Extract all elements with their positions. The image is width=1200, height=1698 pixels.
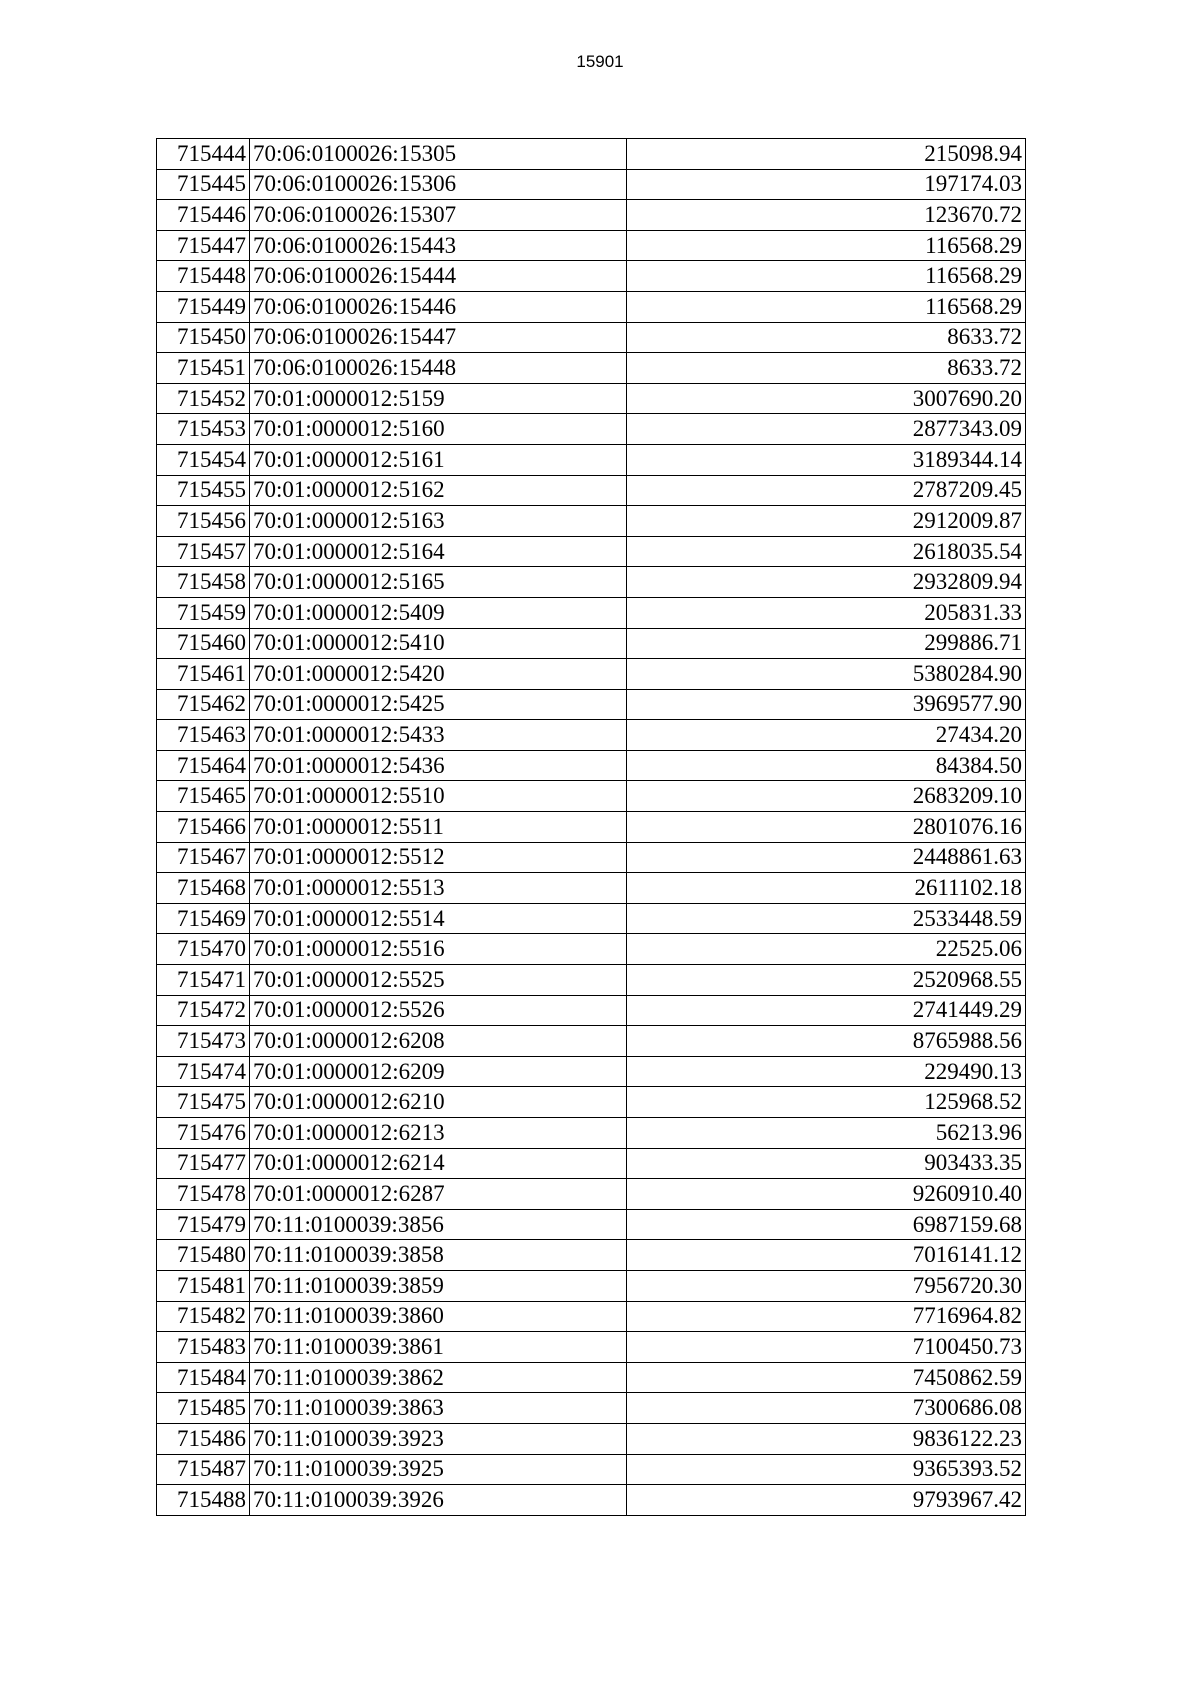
cadastral-number-cell: 70:11:0100039:3856 xyxy=(250,1209,627,1240)
row-number-cell: 715455 xyxy=(157,475,250,506)
page-number: 15901 xyxy=(576,52,624,71)
table-row xyxy=(157,444,1026,475)
cadastral-number-cell: 70:01:0000012:6210 xyxy=(250,1087,627,1118)
table-row xyxy=(157,1485,1026,1516)
cadastral-number-cell: 70:01:0000012:6208 xyxy=(250,1026,627,1057)
cadastral-number-cell: 70:01:0000012:5510 xyxy=(250,781,627,812)
table-row xyxy=(157,1393,1026,1424)
row-number-cell: 715465 xyxy=(157,781,250,812)
table-row xyxy=(157,1270,1026,1301)
cadastral-value-cell: 2787209.45 xyxy=(627,475,1026,506)
cadastral-value-cell: 2877343.09 xyxy=(627,414,1026,445)
cadastral-number-cell: 70:11:0100039:3861 xyxy=(250,1332,627,1363)
table-row xyxy=(157,1240,1026,1271)
row-number-cell: 715475 xyxy=(157,1087,250,1118)
row-number-cell: 715446 xyxy=(157,200,250,231)
table-row xyxy=(157,536,1026,567)
row-number-cell: 715463 xyxy=(157,720,250,751)
cadastral-value-table xyxy=(156,138,1026,1516)
table-row xyxy=(157,781,1026,812)
table-row xyxy=(157,873,1026,904)
row-number-cell: 715454 xyxy=(157,444,250,475)
row-number-cell: 715486 xyxy=(157,1423,250,1454)
cadastral-value-cell: 3189344.14 xyxy=(627,444,1026,475)
cadastral-value-cell: 205831.33 xyxy=(627,597,1026,628)
row-number-cell: 715488 xyxy=(157,1485,250,1516)
row-number-cell: 715483 xyxy=(157,1332,250,1363)
table-row xyxy=(157,750,1026,781)
cadastral-number-cell: 70:01:0000012:5159 xyxy=(250,383,627,414)
table-row xyxy=(157,353,1026,384)
cadastral-number-cell: 70:01:0000012:5164 xyxy=(250,536,627,567)
cadastral-value-cell: 2611102.18 xyxy=(627,873,1026,904)
cadastral-value-cell: 215098.94 xyxy=(627,139,1026,170)
cadastral-value-cell: 229490.13 xyxy=(627,1056,1026,1087)
table-row xyxy=(157,1179,1026,1210)
cadastral-value-cell: 116568.29 xyxy=(627,291,1026,322)
cadastral-value-cell: 2801076.16 xyxy=(627,812,1026,843)
cadastral-number-cell: 70:01:0000012:5425 xyxy=(250,689,627,720)
table-row xyxy=(157,1332,1026,1363)
row-number-cell: 715444 xyxy=(157,139,250,170)
row-number-cell: 715453 xyxy=(157,414,250,445)
cadastral-value-cell: 7016141.12 xyxy=(627,1240,1026,1271)
table-row xyxy=(157,842,1026,873)
cadastral-value-cell: 3969577.90 xyxy=(627,689,1026,720)
row-number-cell: 715477 xyxy=(157,1148,250,1179)
row-number-cell: 715476 xyxy=(157,1118,250,1149)
cadastral-number-cell: 70:01:0000012:5511 xyxy=(250,812,627,843)
row-number-cell: 715471 xyxy=(157,965,250,996)
table-row xyxy=(157,567,1026,598)
table-row xyxy=(157,720,1026,751)
table-row xyxy=(157,506,1026,537)
row-number-cell: 715458 xyxy=(157,567,250,598)
cadastral-value-cell: 7450862.59 xyxy=(627,1362,1026,1393)
table-row xyxy=(157,475,1026,506)
cadastral-number-cell: 70:06:0100026:15444 xyxy=(250,261,627,292)
cadastral-number-cell: 70:01:0000012:5420 xyxy=(250,659,627,690)
table-row xyxy=(157,1056,1026,1087)
table-row xyxy=(157,1087,1026,1118)
cadastral-value-cell: 7100450.73 xyxy=(627,1332,1026,1363)
cadastral-value-cell: 197174.03 xyxy=(627,169,1026,200)
table-row xyxy=(157,230,1026,261)
row-number-cell: 715481 xyxy=(157,1270,250,1301)
cadastral-number-cell: 70:01:0000012:5163 xyxy=(250,506,627,537)
row-number-cell: 715452 xyxy=(157,383,250,414)
row-number-cell: 715472 xyxy=(157,995,250,1026)
cadastral-number-cell: 70:11:0100039:3863 xyxy=(250,1393,627,1424)
cadastral-value-cell: 2448861.63 xyxy=(627,842,1026,873)
cadastral-number-cell: 70:11:0100039:3862 xyxy=(250,1362,627,1393)
row-number-cell: 715447 xyxy=(157,230,250,261)
table-row xyxy=(157,414,1026,445)
cadastral-value-cell: 299886.71 xyxy=(627,628,1026,659)
cadastral-number-cell: 70:01:0000012:5525 xyxy=(250,965,627,996)
table-row xyxy=(157,383,1026,414)
cadastral-value-cell: 7716964.82 xyxy=(627,1301,1026,1332)
cadastral-number-cell: 70:01:0000012:5526 xyxy=(250,995,627,1026)
row-number-cell: 715482 xyxy=(157,1301,250,1332)
table-row xyxy=(157,1118,1026,1149)
row-number-cell: 715480 xyxy=(157,1240,250,1271)
row-number-cell: 715460 xyxy=(157,628,250,659)
row-number-cell: 715466 xyxy=(157,812,250,843)
cadastral-number-cell: 70:01:0000012:5436 xyxy=(250,750,627,781)
cadastral-value-cell: 7956720.30 xyxy=(627,1270,1026,1301)
row-number-cell: 715457 xyxy=(157,536,250,567)
row-number-cell: 715470 xyxy=(157,934,250,965)
cadastral-number-cell: 70:01:0000012:5410 xyxy=(250,628,627,659)
cadastral-number-cell: 70:01:0000012:5513 xyxy=(250,873,627,904)
cadastral-number-cell: 70:06:0100026:15307 xyxy=(250,200,627,231)
cadastral-number-cell: 70:06:0100026:15306 xyxy=(250,169,627,200)
cadastral-value-cell: 903433.35 xyxy=(627,1148,1026,1179)
table-row xyxy=(157,1423,1026,1454)
row-number-cell: 715462 xyxy=(157,689,250,720)
cadastral-number-cell: 70:01:0000012:6287 xyxy=(250,1179,627,1210)
cadastral-number-cell: 70:06:0100026:15447 xyxy=(250,322,627,353)
row-number-cell: 715445 xyxy=(157,169,250,200)
cadastral-value-cell: 56213.96 xyxy=(627,1118,1026,1149)
cadastral-number-cell: 70:06:0100026:15305 xyxy=(250,139,627,170)
cadastral-value-cell: 2618035.54 xyxy=(627,536,1026,567)
row-number-cell: 715459 xyxy=(157,597,250,628)
cadastral-number-cell: 70:01:0000012:5165 xyxy=(250,567,627,598)
cadastral-number-cell: 70:01:0000012:6209 xyxy=(250,1056,627,1087)
cadastral-value-cell: 116568.29 xyxy=(627,230,1026,261)
row-number-cell: 715448 xyxy=(157,261,250,292)
cadastral-number-cell: 70:01:0000012:5514 xyxy=(250,903,627,934)
cadastral-value-cell: 22525.06 xyxy=(627,934,1026,965)
cadastral-number-cell: 70:01:0000012:5160 xyxy=(250,414,627,445)
cadastral-value-cell: 84384.50 xyxy=(627,750,1026,781)
table-row xyxy=(157,995,1026,1026)
cadastral-number-cell: 70:11:0100039:3860 xyxy=(250,1301,627,1332)
table-row xyxy=(157,934,1026,965)
row-number-cell: 715467 xyxy=(157,842,250,873)
table-row xyxy=(157,322,1026,353)
cadastral-value-cell: 2683209.10 xyxy=(627,781,1026,812)
row-number-cell: 715474 xyxy=(157,1056,250,1087)
cadastral-value-cell: 2533448.59 xyxy=(627,903,1026,934)
row-number-cell: 715461 xyxy=(157,659,250,690)
row-number-cell: 715469 xyxy=(157,903,250,934)
row-number-cell: 715451 xyxy=(157,353,250,384)
table-row xyxy=(157,1362,1026,1393)
cadastral-value-cell: 116568.29 xyxy=(627,261,1026,292)
cadastral-number-cell: 70:01:0000012:6214 xyxy=(250,1148,627,1179)
cadastral-value-cell: 6987159.68 xyxy=(627,1209,1026,1240)
table-row xyxy=(157,1026,1026,1057)
table-body xyxy=(157,139,1026,1516)
table-row xyxy=(157,1301,1026,1332)
cadastral-value-cell: 5380284.90 xyxy=(627,659,1026,690)
cadastral-value-cell: 8633.72 xyxy=(627,322,1026,353)
row-number-cell: 715449 xyxy=(157,291,250,322)
cadastral-number-cell: 70:01:0000012:6213 xyxy=(250,1118,627,1149)
table-row xyxy=(157,965,1026,996)
row-number-cell: 715464 xyxy=(157,750,250,781)
table-row xyxy=(157,291,1026,322)
cadastral-number-cell: 70:11:0100039:3925 xyxy=(250,1454,627,1485)
cadastral-number-cell: 70:11:0100039:3859 xyxy=(250,1270,627,1301)
cadastral-number-cell: 70:01:0000012:5433 xyxy=(250,720,627,751)
cadastral-value-cell: 123670.72 xyxy=(627,200,1026,231)
table-row xyxy=(157,597,1026,628)
table-row xyxy=(157,1209,1026,1240)
table-row xyxy=(157,1148,1026,1179)
cadastral-number-cell: 70:06:0100026:15446 xyxy=(250,291,627,322)
table-row xyxy=(157,261,1026,292)
row-number-cell: 715478 xyxy=(157,1179,250,1210)
row-number-cell: 715484 xyxy=(157,1362,250,1393)
cadastral-value-cell: 9793967.42 xyxy=(627,1485,1026,1516)
cadastral-value-cell: 2520968.55 xyxy=(627,965,1026,996)
cadastral-value-cell: 2741449.29 xyxy=(627,995,1026,1026)
cadastral-value-cell: 9260910.40 xyxy=(627,1179,1026,1210)
cadastral-number-cell: 70:11:0100039:3926 xyxy=(250,1485,627,1516)
table-row xyxy=(157,659,1026,690)
table-row xyxy=(157,812,1026,843)
table-row xyxy=(157,628,1026,659)
row-number-cell: 715456 xyxy=(157,506,250,537)
cadastral-number-cell: 70:06:0100026:15448 xyxy=(250,353,627,384)
cadastral-value-cell: 8633.72 xyxy=(627,353,1026,384)
cadastral-value-cell: 125968.52 xyxy=(627,1087,1026,1118)
cadastral-number-cell: 70:01:0000012:5512 xyxy=(250,842,627,873)
table-row xyxy=(157,1454,1026,1485)
cadastral-number-cell: 70:01:0000012:5161 xyxy=(250,444,627,475)
table-row xyxy=(157,200,1026,231)
cadastral-value-cell: 8765988.56 xyxy=(627,1026,1026,1057)
cadastral-number-cell: 70:11:0100039:3923 xyxy=(250,1423,627,1454)
cadastral-number-cell: 70:06:0100026:15443 xyxy=(250,230,627,261)
row-number-cell: 715450 xyxy=(157,322,250,353)
table-row xyxy=(157,903,1026,934)
cadastral-value-cell: 7300686.08 xyxy=(627,1393,1026,1424)
row-number-cell: 715487 xyxy=(157,1454,250,1485)
row-number-cell: 715485 xyxy=(157,1393,250,1424)
cadastral-number-cell: 70:01:0000012:5516 xyxy=(250,934,627,965)
cadastral-value-cell: 9365393.52 xyxy=(627,1454,1026,1485)
cadastral-value-cell: 2932809.94 xyxy=(627,567,1026,598)
row-number-cell: 715473 xyxy=(157,1026,250,1057)
row-number-cell: 715479 xyxy=(157,1209,250,1240)
cadastral-number-cell: 70:01:0000012:5409 xyxy=(250,597,627,628)
cadastral-number-cell: 70:11:0100039:3858 xyxy=(250,1240,627,1271)
cadastral-value-cell: 2912009.87 xyxy=(627,506,1026,537)
table-row xyxy=(157,169,1026,200)
row-number-cell: 715468 xyxy=(157,873,250,904)
cadastral-value-cell: 3007690.20 xyxy=(627,383,1026,414)
table-row xyxy=(157,689,1026,720)
cadastral-number-cell: 70:01:0000012:5162 xyxy=(250,475,627,506)
cadastral-value-cell: 9836122.23 xyxy=(627,1423,1026,1454)
cadastral-value-cell: 27434.20 xyxy=(627,720,1026,751)
table-row xyxy=(157,139,1026,170)
